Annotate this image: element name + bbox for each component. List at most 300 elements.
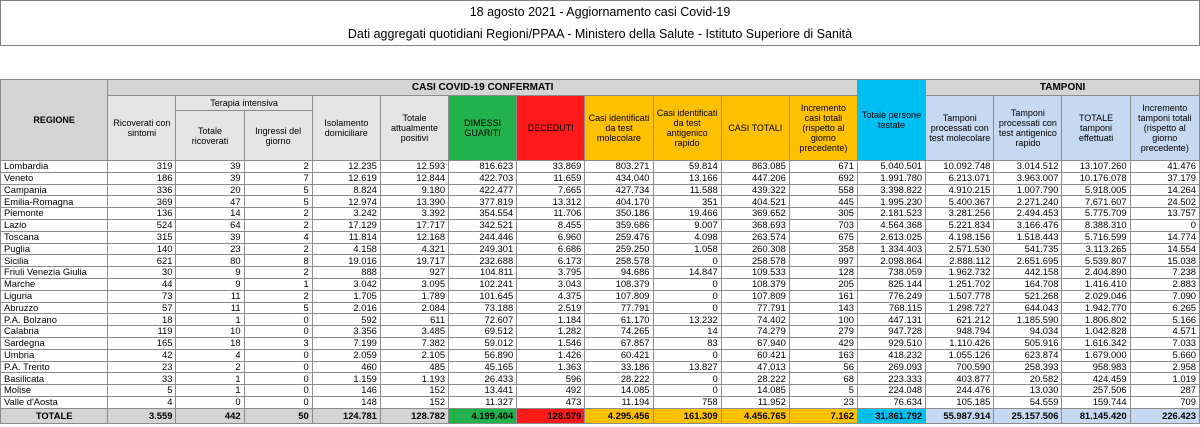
data-cell: 958.983 xyxy=(1062,361,1130,373)
data-cell: 11.952 xyxy=(721,396,789,408)
total-cell: 31.861.792 xyxy=(857,408,925,423)
data-cell: 107.809 xyxy=(585,290,653,302)
data-cell: 342.521 xyxy=(449,219,517,231)
data-cell: 1.058 xyxy=(653,243,721,255)
data-cell: 418.232 xyxy=(857,349,925,361)
data-cell: 3.014.512 xyxy=(994,161,1062,173)
data-cell: 13.390 xyxy=(380,196,448,208)
data-cell: 10.092.748 xyxy=(926,161,994,173)
data-cell: 14 xyxy=(176,208,244,220)
data-cell: 287 xyxy=(1130,385,1199,397)
data-cell: 404.521 xyxy=(721,196,789,208)
data-cell: 14.264 xyxy=(1130,184,1199,196)
table-row xyxy=(1,184,1200,196)
table-row xyxy=(1,278,1200,290)
data-cell: 9.007 xyxy=(653,219,721,231)
total-cell: 128.579 xyxy=(517,408,585,423)
data-cell: 4.158 xyxy=(312,243,380,255)
data-cell: 2 xyxy=(244,161,312,173)
table-row xyxy=(1,208,1200,220)
data-cell: 152 xyxy=(380,396,448,408)
data-cell: 1 xyxy=(244,278,312,290)
region-name-cell: Lazio xyxy=(1,219,108,231)
data-cell: 427.734 xyxy=(585,184,653,196)
data-cell: 505.916 xyxy=(994,337,1062,349)
data-cell: 447.131 xyxy=(857,314,925,326)
data-cell: 39 xyxy=(176,231,244,243)
data-cell: 1.616.342 xyxy=(1062,337,1130,349)
table-row xyxy=(1,385,1200,397)
data-cell: 9 xyxy=(176,278,244,290)
data-cell: 671 xyxy=(789,161,857,173)
data-cell: 7.033 xyxy=(1130,337,1199,349)
data-cell: 224.048 xyxy=(857,385,925,397)
data-cell: 12.844 xyxy=(380,172,448,184)
data-cell: 47 xyxy=(176,196,244,208)
data-cell: 447.206 xyxy=(721,172,789,184)
data-cell: 1.995.230 xyxy=(857,196,925,208)
data-cell: 159.744 xyxy=(1062,396,1130,408)
data-cell: 28.222 xyxy=(721,373,789,385)
data-cell: 7.382 xyxy=(380,337,448,349)
table-body xyxy=(1,161,1200,409)
data-cell: 11 xyxy=(176,302,244,314)
data-cell: 1.426 xyxy=(517,349,585,361)
data-cell: 0 xyxy=(244,326,312,338)
data-cell: 377.819 xyxy=(449,196,517,208)
data-cell: 13.232 xyxy=(653,314,721,326)
data-cell: 4.375 xyxy=(517,290,585,302)
data-cell: 0 xyxy=(653,349,721,361)
data-cell: 3.095 xyxy=(380,278,448,290)
data-cell: 45.165 xyxy=(449,361,517,373)
total-cell: 81.145.420 xyxy=(1062,408,1130,423)
data-cell: 2.059 xyxy=(312,349,380,361)
data-cell: 0 xyxy=(244,361,312,373)
data-cell: 358 xyxy=(789,243,857,255)
data-cell: 2.613.025 xyxy=(857,231,925,243)
region-name-cell: Umbria xyxy=(1,349,108,361)
data-cell: 442.158 xyxy=(994,267,1062,279)
data-cell: 77.791 xyxy=(721,302,789,314)
data-cell: 692 xyxy=(789,172,857,184)
region-name-cell: Friuli Venezia Giulia xyxy=(1,267,108,279)
report-title-box xyxy=(0,0,1200,46)
data-cell: 2.888.112 xyxy=(926,255,994,267)
total-cell: 4.295.456 xyxy=(585,408,653,423)
data-cell: 927 xyxy=(380,267,448,279)
data-cell: 8.824 xyxy=(312,184,380,196)
data-cell: 621.212 xyxy=(926,314,994,326)
data-cell: 524 xyxy=(108,219,176,231)
data-cell: 7.090 xyxy=(1130,290,1199,302)
region-name-cell: Valle d'Aosta xyxy=(1,396,108,408)
data-cell: 315 xyxy=(108,231,176,243)
data-cell: 47.013 xyxy=(721,361,789,373)
data-cell: 4 xyxy=(108,396,176,408)
data-cell: 2.098.864 xyxy=(857,255,925,267)
data-cell: 13.030 xyxy=(994,385,1062,397)
data-cell: 161 xyxy=(789,290,857,302)
col-isolamento: Isolamento domiciliare xyxy=(312,96,380,161)
data-cell: 558 xyxy=(789,184,857,196)
data-cell: 119 xyxy=(108,326,176,338)
data-cell: 232.688 xyxy=(449,255,517,267)
data-cell: 59.814 xyxy=(653,161,721,173)
total-cell: TOTALE xyxy=(1,408,108,423)
data-cell: 445 xyxy=(789,196,857,208)
data-cell: 140 xyxy=(108,243,176,255)
data-cell: 368.693 xyxy=(721,219,789,231)
data-cell: 596 xyxy=(517,373,585,385)
table-row xyxy=(1,326,1200,338)
data-cell: 26.433 xyxy=(449,373,517,385)
col-casi-antigenico: Casi identificati da test antigenico rapido xyxy=(653,96,721,161)
data-cell: 5 xyxy=(108,385,176,397)
data-cell: 5.040.501 xyxy=(857,161,925,173)
data-cell: 100 xyxy=(789,314,857,326)
data-cell: 1.185.590 xyxy=(994,314,1062,326)
data-cell: 644.043 xyxy=(994,302,1062,314)
data-cell: 259.250 xyxy=(585,243,653,255)
data-cell: 109.533 xyxy=(721,267,789,279)
data-cell: 8.455 xyxy=(517,219,585,231)
data-cell: 5 xyxy=(789,385,857,397)
data-cell: 592 xyxy=(312,314,380,326)
data-cell: 403.877 xyxy=(926,373,994,385)
data-cell: 7 xyxy=(244,172,312,184)
region-name-cell: P.A. Trento xyxy=(1,361,108,373)
data-cell: 13.166 xyxy=(653,172,721,184)
data-cell: 54.559 xyxy=(994,396,1062,408)
data-cell: 3.042 xyxy=(312,278,380,290)
table-row xyxy=(1,396,1200,408)
data-cell: 12.593 xyxy=(380,161,448,173)
data-cell: 23 xyxy=(108,361,176,373)
region-name-cell: Basilicata xyxy=(1,373,108,385)
data-cell: 2.084 xyxy=(380,302,448,314)
data-cell: 2.958 xyxy=(1130,361,1199,373)
data-cell: 768.115 xyxy=(857,302,925,314)
data-cell: 146 xyxy=(312,385,380,397)
data-cell: 244.446 xyxy=(449,231,517,243)
data-cell: 7.671.607 xyxy=(1062,196,1130,208)
data-cell: 19.016 xyxy=(312,255,380,267)
data-cell: 1 xyxy=(176,385,244,397)
col-positivi: Totale attualmente positivi xyxy=(380,96,448,161)
data-cell: 1.334.403 xyxy=(857,243,925,255)
data-cell: 39 xyxy=(176,161,244,173)
data-cell: 439.322 xyxy=(721,184,789,196)
data-cell: 12.619 xyxy=(312,172,380,184)
data-cell: 2.105 xyxy=(380,349,448,361)
data-cell: 11.194 xyxy=(585,396,653,408)
data-cell: 3.043 xyxy=(517,278,585,290)
data-cell: 621 xyxy=(108,255,176,267)
region-name-cell: Veneto xyxy=(1,172,108,184)
data-cell: 1.298.727 xyxy=(926,302,994,314)
total-cell: 25.157.506 xyxy=(994,408,1062,423)
data-cell: 76.634 xyxy=(857,396,925,408)
data-cell: 72.607 xyxy=(449,314,517,326)
data-cell: 1.007.790 xyxy=(994,184,1062,196)
data-cell: 69.512 xyxy=(449,326,517,338)
data-cell: 143 xyxy=(789,302,857,314)
data-cell: 5 xyxy=(244,184,312,196)
region-name-cell: Puglia xyxy=(1,243,108,255)
data-cell: 14.085 xyxy=(585,385,653,397)
table-row xyxy=(1,349,1200,361)
data-cell: 13.757 xyxy=(1130,208,1199,220)
data-cell: 404.170 xyxy=(585,196,653,208)
table-row xyxy=(1,314,1200,326)
table-row xyxy=(1,290,1200,302)
region-name-cell: P.A. Bolzano xyxy=(1,314,108,326)
data-cell: 56.890 xyxy=(449,349,517,361)
data-cell: 351 xyxy=(653,196,721,208)
data-cell: 2.519 xyxy=(517,302,585,314)
table-row xyxy=(1,172,1200,184)
data-cell: 94.034 xyxy=(994,326,1062,338)
data-cell: 20 xyxy=(176,184,244,196)
data-cell: 1.193 xyxy=(380,373,448,385)
data-cell: 3.113.265 xyxy=(1062,243,1130,255)
data-cell: 305 xyxy=(789,208,857,220)
col-tamp-molecolare: Tamponi processati con test molecolare xyxy=(926,96,994,161)
data-cell: 0 xyxy=(653,278,721,290)
data-cell: 23 xyxy=(176,243,244,255)
region-name-cell: Calabria xyxy=(1,326,108,338)
data-cell: 3.485 xyxy=(380,326,448,338)
data-cell: 3.281.256 xyxy=(926,208,994,220)
data-cell: 2.571.530 xyxy=(926,243,994,255)
data-cell: 0 xyxy=(653,302,721,314)
data-cell: 703 xyxy=(789,219,857,231)
data-cell: 1.507.778 xyxy=(926,290,994,302)
col-casi-totali: CASI TOTALI xyxy=(721,96,789,161)
data-cell: 10.176.078 xyxy=(1062,172,1130,184)
data-cell: 30 xyxy=(108,267,176,279)
data-cell: 8 xyxy=(244,255,312,267)
data-cell: 473 xyxy=(517,396,585,408)
data-cell: 2 xyxy=(176,361,244,373)
data-cell: 205 xyxy=(789,278,857,290)
data-cell: 1.789 xyxy=(380,290,448,302)
data-cell: 521.268 xyxy=(994,290,1062,302)
data-cell: 60.421 xyxy=(721,349,789,361)
data-cell: 1.363 xyxy=(517,361,585,373)
data-cell: 12.974 xyxy=(312,196,380,208)
data-cell: 33.869 xyxy=(517,161,585,173)
data-cell: 929.510 xyxy=(857,337,925,349)
data-cell: 2 xyxy=(244,243,312,255)
data-cell: 18 xyxy=(108,314,176,326)
data-cell: 15.038 xyxy=(1130,255,1199,267)
data-cell: 3.398.822 xyxy=(857,184,925,196)
col-ti-totale: Totale ricoverati xyxy=(176,111,244,161)
data-cell: 104.811 xyxy=(449,267,517,279)
total-cell: 161.309 xyxy=(653,408,721,423)
data-cell: 1.282 xyxy=(517,326,585,338)
table-row xyxy=(1,361,1200,373)
data-cell: 74.265 xyxy=(585,326,653,338)
data-cell: 825.144 xyxy=(857,278,925,290)
data-cell: 1.991.780 xyxy=(857,172,925,184)
data-cell: 2 xyxy=(244,219,312,231)
data-cell: 4.198.156 xyxy=(926,231,994,243)
data-cell: 888 xyxy=(312,267,380,279)
data-cell: 422.477 xyxy=(449,184,517,196)
data-cell: 9 xyxy=(176,267,244,279)
data-cell: 319 xyxy=(108,161,176,173)
col-incremento-casi: Incremento casi totali (rispetto al giorno precedente) xyxy=(789,96,857,161)
data-cell: 61.170 xyxy=(585,314,653,326)
table-row xyxy=(1,337,1200,349)
data-cell: 6.173 xyxy=(517,255,585,267)
data-cell: 4.321 xyxy=(380,243,448,255)
data-cell: 3.963.007 xyxy=(994,172,1062,184)
data-cell: 11.588 xyxy=(653,184,721,196)
data-cell: 1 xyxy=(176,373,244,385)
data-cell: 14.554 xyxy=(1130,243,1199,255)
data-cell: 1.962.732 xyxy=(926,267,994,279)
group-tamponi: TAMPONI xyxy=(926,80,1200,96)
data-cell: 4.910.215 xyxy=(926,184,994,196)
data-cell: 152 xyxy=(380,385,448,397)
data-cell: 108.379 xyxy=(585,278,653,290)
data-cell: 5.539.807 xyxy=(1062,255,1130,267)
data-cell: 20.582 xyxy=(994,373,1062,385)
data-cell: 5.400.367 xyxy=(926,196,994,208)
region-name-cell: Marche xyxy=(1,278,108,290)
data-cell: 279 xyxy=(789,326,857,338)
data-cell: 223.333 xyxy=(857,373,925,385)
data-cell: 369.652 xyxy=(721,208,789,220)
data-cell: 77.791 xyxy=(585,302,653,314)
total-cell: 4.456.765 xyxy=(721,408,789,423)
data-cell: 3.795 xyxy=(517,267,585,279)
data-cell: 186 xyxy=(108,172,176,184)
data-cell: 11.706 xyxy=(517,208,585,220)
data-cell: 541.735 xyxy=(994,243,1062,255)
data-cell: 105.185 xyxy=(926,396,994,408)
data-cell: 1.416.410 xyxy=(1062,278,1130,290)
data-cell: 1 xyxy=(176,314,244,326)
data-cell: 8.388.310 xyxy=(1062,219,1130,231)
data-cell: 1.705 xyxy=(312,290,380,302)
data-cell: 4.098 xyxy=(653,231,721,243)
data-cell: 148 xyxy=(312,396,380,408)
data-cell: 5.716.599 xyxy=(1062,231,1130,243)
data-cell: 19.717 xyxy=(380,255,448,267)
region-name-cell: Abruzzo xyxy=(1,302,108,314)
region-name-cell: Sicilia xyxy=(1,255,108,267)
data-cell: 460 xyxy=(312,361,380,373)
data-cell: 258.393 xyxy=(994,361,1062,373)
data-cell: 14 xyxy=(653,326,721,338)
total-cell: 128.782 xyxy=(380,408,448,423)
data-cell: 163 xyxy=(789,349,857,361)
data-cell: 948.794 xyxy=(926,326,994,338)
data-cell: 14.847 xyxy=(653,267,721,279)
data-cell: 259.476 xyxy=(585,231,653,243)
table-row xyxy=(1,255,1200,267)
data-cell: 11 xyxy=(176,290,244,302)
data-cell: 14.774 xyxy=(1130,231,1199,243)
data-cell: 3.166.476 xyxy=(994,219,1062,231)
data-cell: 44 xyxy=(108,278,176,290)
data-cell: 12.168 xyxy=(380,231,448,243)
data-cell: 947.728 xyxy=(857,326,925,338)
data-cell: 33.186 xyxy=(585,361,653,373)
data-cell: 9.180 xyxy=(380,184,448,196)
col-deceduti: DECEDUTI xyxy=(517,96,585,161)
region-name-cell: Molise xyxy=(1,385,108,397)
data-cell: 60.421 xyxy=(585,349,653,361)
data-cell: 13.441 xyxy=(449,385,517,397)
data-cell: 816.623 xyxy=(449,161,517,173)
data-cell: 1.806.802 xyxy=(1062,314,1130,326)
data-cell: 0 xyxy=(244,373,312,385)
data-cell: 758 xyxy=(653,396,721,408)
data-cell: 492 xyxy=(517,385,585,397)
region-name-cell: Campania xyxy=(1,184,108,196)
data-cell: 2.271.240 xyxy=(994,196,1062,208)
data-cell: 164.708 xyxy=(994,278,1062,290)
region-name-cell: Liguria xyxy=(1,290,108,302)
data-cell: 263.574 xyxy=(721,231,789,243)
table-row xyxy=(1,196,1200,208)
col-ti-ingressi: Ingressi del giorno xyxy=(244,111,312,161)
data-cell: 80 xyxy=(176,255,244,267)
data-cell: 803.271 xyxy=(585,161,653,173)
data-cell: 5 xyxy=(244,302,312,314)
col-regione: REGIONE xyxy=(1,80,108,161)
data-cell: 7.199 xyxy=(312,337,380,349)
total-cell: 3.559 xyxy=(108,408,176,423)
col-tamp-antigenico: Tamponi processati con test antigenico rapido xyxy=(994,96,1062,161)
data-cell: 74.402 xyxy=(721,314,789,326)
data-cell: 354.554 xyxy=(449,208,517,220)
data-cell: 709 xyxy=(1130,396,1199,408)
data-cell: 128 xyxy=(789,267,857,279)
data-cell: 611 xyxy=(380,314,448,326)
data-cell: 102.241 xyxy=(449,278,517,290)
data-cell: 258.578 xyxy=(585,255,653,267)
data-cell: 3.392 xyxy=(380,208,448,220)
total-cell: 50 xyxy=(244,408,312,423)
group-terapia-intensiva: Terapia intensiva xyxy=(176,96,312,111)
data-cell: 4 xyxy=(244,231,312,243)
col-tamp-totale: TOTALE tamponi effettuati xyxy=(1062,96,1130,161)
data-cell: 13.312 xyxy=(517,196,585,208)
data-cell: 83 xyxy=(653,337,721,349)
table-row xyxy=(1,219,1200,231)
data-cell: 1.055.126 xyxy=(926,349,994,361)
data-cell: 0 xyxy=(244,385,312,397)
total-cell: 55.987.914 xyxy=(926,408,994,423)
data-cell: 700.590 xyxy=(926,361,994,373)
covid-data-table xyxy=(0,79,1200,424)
report-source-subtitle: Dati aggregati quotidiani Regioni/PPAA - Ministero della Salute - Istituto Superiore di Sanità xyxy=(347,27,853,41)
data-cell: 1.546 xyxy=(517,337,585,349)
data-cell: 24.502 xyxy=(1130,196,1199,208)
col-casi-molecolare: Casi identificati da test molecolare xyxy=(585,96,653,161)
data-cell: 74.279 xyxy=(721,326,789,338)
data-cell: 3.356 xyxy=(312,326,380,338)
region-name-cell: Lombardia xyxy=(1,161,108,173)
data-cell: 3.242 xyxy=(312,208,380,220)
